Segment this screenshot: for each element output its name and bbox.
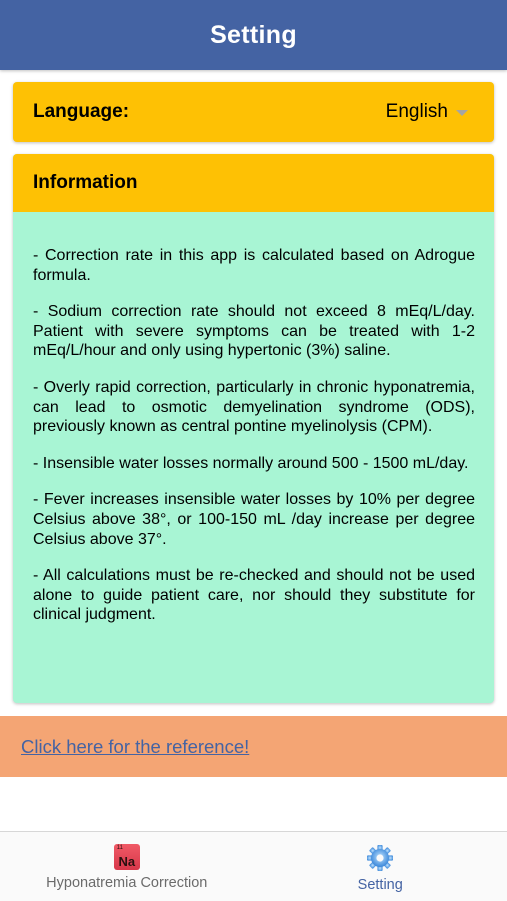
info-paragraph: - Correction rate in this app is calculated based on Adrogue formula. xyxy=(33,246,475,285)
sodium-element-icon: 11 Na xyxy=(114,844,140,870)
tab-hyponatremia-correction[interactable] xyxy=(0,832,254,901)
page-title: Setting xyxy=(210,21,297,50)
reference-link[interactable]: Click here for the reference! xyxy=(21,736,249,758)
information-title: Information xyxy=(33,172,138,194)
language-select[interactable] xyxy=(386,101,468,123)
reference-bar xyxy=(0,716,507,777)
information-card xyxy=(13,154,494,703)
tab-setting[interactable] xyxy=(254,832,507,901)
info-paragraph: - Fever increases insensible water losses by 10% per degree Celsius above 38°, or 100-150 mL /day increase per degree Celsius above 37°. xyxy=(33,490,475,549)
gear-icon xyxy=(366,844,394,872)
tab-label: Hyponatremia Correction xyxy=(46,875,207,891)
information-body xyxy=(13,212,494,625)
language-value: English xyxy=(386,101,448,123)
info-paragraph: - Sodium correction rate should not exceed 8 mEq/L/day. Patient with severe symptoms can be treated with 1-2 mEq/L/hour and only using hypertonic (3%) saline. xyxy=(33,302,475,361)
info-paragraph: - All calculations must be re-checked and should not be used alone to guide patient care, nor should they substitute for clinical judgment. xyxy=(33,566,475,625)
tab-label: Setting xyxy=(358,877,403,893)
info-paragraph: - Overly rapid correction, particularly in chronic hyponatremia, can lead to osmotic demyelination syndrome (ODS), previously known as central pontine myelinolysis (CPM). xyxy=(33,378,475,437)
nav-header xyxy=(0,0,507,70)
tab-bar xyxy=(0,831,507,901)
information-header xyxy=(13,154,494,212)
language-label: Language: xyxy=(33,101,129,123)
language-card xyxy=(13,82,494,142)
chevron-down-icon xyxy=(456,110,468,116)
info-paragraph: - Insensible water losses normally around 500 - 1500 mL/day. xyxy=(33,454,475,474)
